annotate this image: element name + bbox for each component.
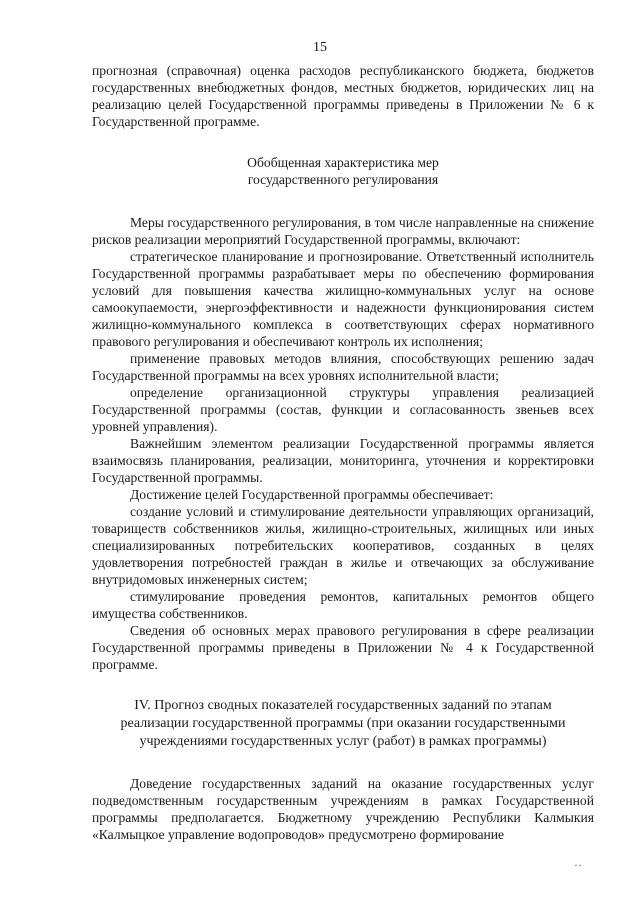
subheading-line-2: государственного регулирования (247, 172, 439, 187)
paragraph-state-assignments: Доведение государственных заданий на оказание государственных услуг подведомственным государственным учреждениям в рамках Государственной программы предполагается. Бюджетному учреждению Республики Калмыкия «Калмыцкое управление водопроводов» предусмотрено формирование (92, 776, 594, 842)
paragraph-measures: Меры государственного регулирования, в том числе направленные на снижение рисков реализации мероприятий Государственной программы, включают: (92, 215, 594, 247)
paragraph-conditions: создание условий и стимулирование деятельности управляющих организаций, товариществ собственников жилья, жилищно-строительных, жилищных или иных специализированных потребительских кооперативов, созданных в целях удовлетворения потребностей граждан в жилье и отвечающих за обслуживание внутридомовых инженерных систем; (92, 504, 594, 587)
paragraph-org-structure: определение организационной структуры управления реализацией Государственной программы (состав, функции и согласованность звеньев всех уровней управления). (92, 385, 594, 434)
paragraph-key-element: Важнейшим элементом реализации Государственной программы является взаимосвязь планирования, реализации, мониторинга, уточнения и корректировки Государственной программы. (92, 436, 594, 485)
page-number: 15 (313, 40, 327, 55)
section-heading-line-3: учреждениями государственных услуг (работ) в рамках программы) (139, 734, 547, 749)
paragraph-goals-achievement: Достижение целей Государственной программы обеспечивает: (130, 487, 494, 502)
paragraph-legal-regulation: Сведения об основных мерах правового регулирования в сфере реализации Государственной программы приведены в Приложении № 4 к Государственной программе. (92, 623, 594, 672)
paragraph-legal-methods: применение правовых методов влияния, способствующих решению задач Государственной программы на всех уровнях исполнительной власти; (92, 351, 594, 383)
corner-mark: ·· (574, 858, 582, 872)
subheading-line-1: Обобщенная характеристика мер (247, 155, 439, 170)
section-heading-line-1: IV. Прогноз сводных показателей государственных заданий по этапам (134, 698, 552, 713)
paragraph-strategic-planning: стратегическое планирование и прогнозирование. Ответственный исполнитель Государственной программы разрабатывает меры по обеспечению формирования условий для повышения качества жилищно-коммунальных услуг на основе самоокупаемости, энергоэффективности и надежности функционирования систем жилищно-коммунального комплекса в соответствующих сферах нормативного правового регулирования и обеспечивают контроль их исполнения; (92, 249, 594, 349)
intro-paragraph: прогнозная (справочная) оценка расходов республиканского бюджета, бюджетов государственных внебюджетных фондов, местных бюджетов, юридических лиц на реализацию целей Государственной программы приведены в Приложении № 6 к Государственной программе. (92, 63, 594, 129)
paragraph-repairs: стимулирование проведения ремонтов, капитальных ремонтов общего имущества собственников. (92, 589, 594, 621)
page-content (92, 62, 594, 843)
section-heading-line-2: реализации государственной программы (при оказании государственными (120, 716, 566, 731)
